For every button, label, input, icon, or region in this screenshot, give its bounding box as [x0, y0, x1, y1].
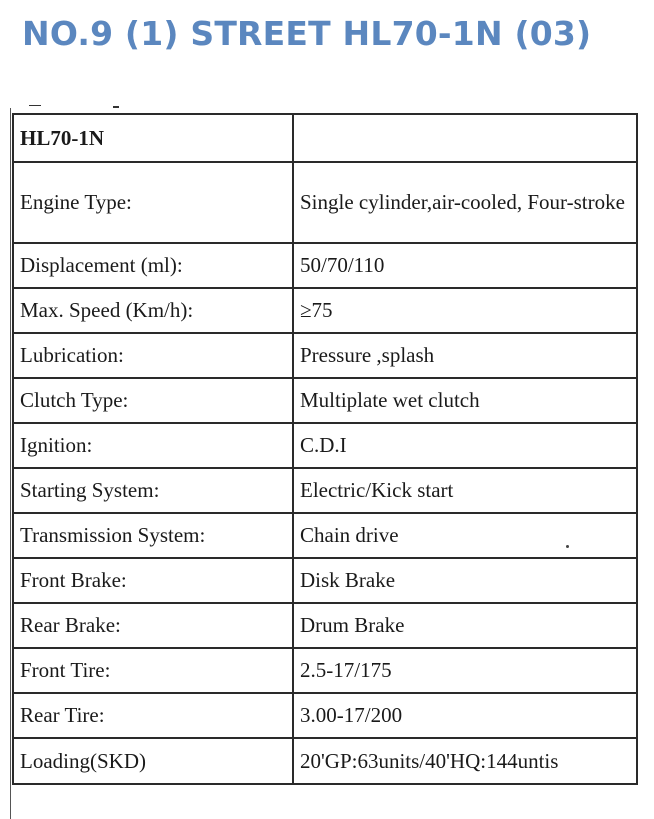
- spec-value: Chain drive: [293, 513, 637, 558]
- spec-value: C.D.I: [293, 423, 637, 468]
- spec-label: Starting System:: [13, 468, 293, 513]
- scan-mark: [113, 106, 119, 108]
- table-row: [13, 288, 637, 333]
- table-row: [13, 558, 637, 603]
- model-name: HL70-1N: [20, 125, 104, 150]
- spec-label: Displacement (ml):: [13, 243, 293, 288]
- table-row: [13, 693, 637, 738]
- spec-label: Lubrication:: [13, 333, 293, 378]
- spec-value: Pressure ,splash: [293, 333, 637, 378]
- spec-label: Front Brake:: [13, 558, 293, 603]
- spec-table: [12, 113, 638, 785]
- spec-label: Rear Tire:: [13, 693, 293, 738]
- table-row: [13, 423, 637, 468]
- spec-label: Transmission System:: [13, 513, 293, 558]
- spec-value: 50/70/110: [293, 243, 637, 288]
- scan-mark: [29, 105, 41, 106]
- spec-value: Multiplate wet clutch: [293, 378, 637, 423]
- spec-label: Clutch Type:: [13, 378, 293, 423]
- model-name-cell: [13, 114, 293, 162]
- spec-value: 2.5-17/175: [293, 648, 637, 693]
- table-row: [13, 603, 637, 648]
- spec-value: Drum Brake: [293, 603, 637, 648]
- scan-speck: [566, 545, 569, 548]
- table-row: [13, 468, 637, 513]
- spec-value: Electric/Kick start: [293, 468, 637, 513]
- spec-label: Engine Type:: [13, 162, 293, 243]
- spec-label: Rear Brake:: [13, 603, 293, 648]
- spec-value: ≥75: [293, 288, 637, 333]
- table-header-row: [13, 114, 637, 162]
- spec-label: Front Tire:: [13, 648, 293, 693]
- spec-value: Single cylinder,air-cooled, Four-stroke: [293, 162, 637, 243]
- spec-label: Max. Speed (Km/h):: [13, 288, 293, 333]
- table-row: [13, 738, 637, 784]
- spec-label: Ignition:: [13, 423, 293, 468]
- table-row: [13, 162, 637, 243]
- spec-label: Loading(SKD): [13, 738, 293, 784]
- spec-value: 3.00-17/200: [293, 693, 637, 738]
- table-row: [13, 333, 637, 378]
- spec-value: 20'GP:63units/40'HQ:144untis: [293, 738, 637, 784]
- page-title: NO.9 (1) STREET HL70-1N (03): [22, 14, 592, 53]
- empty-cell: [293, 114, 637, 162]
- table-row: [13, 513, 637, 558]
- table-row: [13, 378, 637, 423]
- table-row: [13, 648, 637, 693]
- table-row: [13, 243, 637, 288]
- spec-value: Disk Brake: [293, 558, 637, 603]
